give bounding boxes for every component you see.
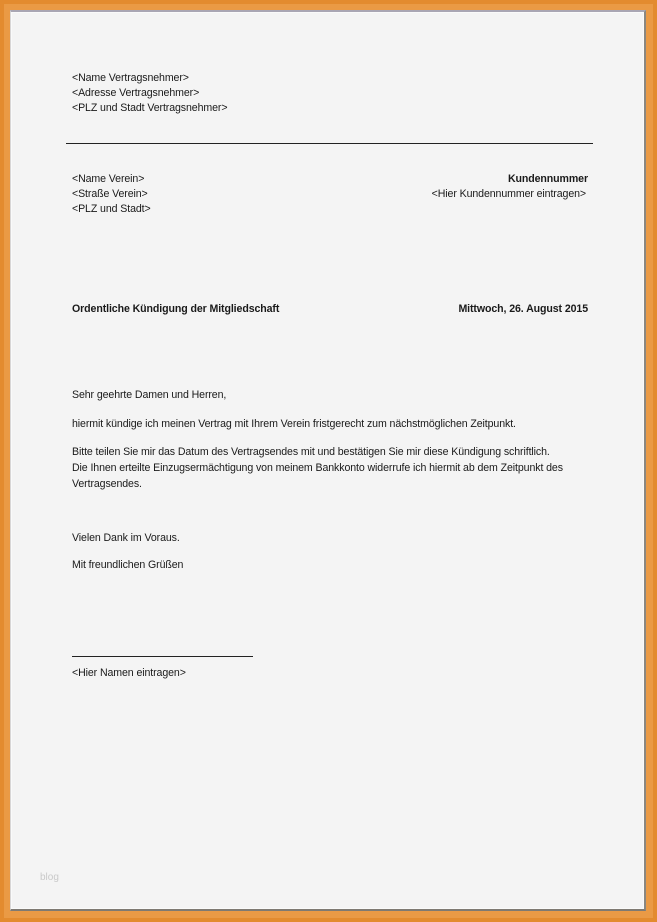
customer-number-placeholder: <Hier Kundennummer eintragen> xyxy=(431,188,586,200)
customer-number-label: Kundennummer xyxy=(507,173,588,185)
sender-address: <Adresse Vertragsnehmer> xyxy=(72,87,200,99)
subject-line: Ordentliche Kündigung der Mitgliedschaft xyxy=(72,303,280,315)
closing-line: Mit freundlichen Grüßen xyxy=(72,559,184,571)
letter-page xyxy=(10,10,646,911)
paragraph-request-line-2: Die Ihnen erteilte Einzugsermächtigung von meinem Bankkonto widerrufe ich hiermit ab dem Zeitpunkt des xyxy=(72,462,563,474)
paragraph-cancellation: hiermit kündige ich meinen Vertrag mit Ihrem Verein fristgerecht zum nächstmöglichen Zeitpunkt. xyxy=(72,418,516,430)
recipient-city: <PLZ und Stadt> xyxy=(72,203,151,215)
watermark-text: blog xyxy=(40,872,59,883)
salutation: Sehr geehrte Damen und Herren, xyxy=(72,389,227,401)
signature-line xyxy=(72,656,253,657)
recipient-street: <Straße Verein> xyxy=(72,188,148,200)
sender-city: <PLZ und Stadt Vertragsnehmer> xyxy=(72,102,228,114)
paragraph-request-line-1: Bitte teilen Sie mir das Datum des Vertragsendes mit und bestätigen Sie mir diese Kündigung schriftlich. xyxy=(72,446,550,458)
paragraph-request-line-3: Vertragsendes. xyxy=(72,478,142,490)
letter-date: Mittwoch, 26. August 2015 xyxy=(458,303,588,315)
signature-name-placeholder: <Hier Namen eintragen> xyxy=(72,667,186,679)
thanks-line: Vielen Dank im Voraus. xyxy=(72,532,180,544)
header-divider xyxy=(66,143,593,144)
sender-name: <Name Vertragsnehmer> xyxy=(72,72,189,84)
recipient-name: <Name Verein> xyxy=(72,173,145,185)
